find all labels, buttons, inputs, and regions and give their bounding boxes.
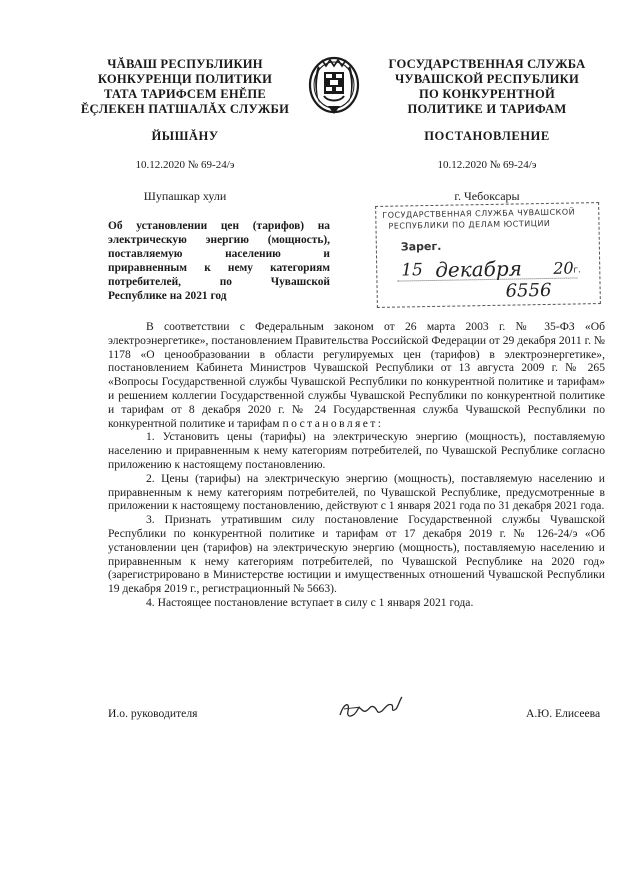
header-left-line: ЧĂВАШ РЕСПУБЛИКИН [107, 57, 263, 71]
header-left-line: ТАТА ТАРИФСЕМ ЕНĔПЕ [103, 87, 267, 101]
city-right: г. Чебоксары [454, 189, 520, 203]
document-body [108, 320, 605, 610]
header-right-line: ГОСУДАРСТВЕННАЯ СЛУЖБА [388, 57, 586, 71]
stamp-reg-prefix: Зарег. [400, 239, 442, 254]
chuvash-emblem-icon [306, 52, 362, 116]
header-right-line: ПО КОНКУРЕНТНОЙ [419, 87, 555, 101]
header-right-line: ПОЛИТИКЕ И ТАРИФАМ [407, 102, 567, 116]
header-left-line: ĔÇЛЕКЕН ПАТШАЛĂХ СЛУЖБИ [80, 102, 290, 116]
item-paragraph: 3. Признать утратившим силу постановление Государственной службы Чувашской Республики по конкурентной политике и тарифам от 17 декабря 2019 г. № 126-24/э «Об установлении цен (тарифов) на электрическую энергию (мощность), поставляемую населению и приравненным к нему категориям потребителей, по Чувашской Республике на 2020 год» (зарегистрировано в Министерстве юстиции и имущественных отношений Чувашской Республики 19 декабря 2019 г., регистрационный № 5663). [108, 513, 605, 596]
doc-type-left: ЙЫШĂНУ [151, 129, 219, 143]
subject-line: потребителей, по Чувашской [108, 276, 330, 288]
stamp-line: ГОСУДАРСТВЕННАЯ СЛУЖБА ЧУВАШСКОЙ [382, 207, 576, 220]
item-paragraph: 1. Установить цены (тарифы) на электрическую энергию (мощность), поставляемую населению и приравненным к нему категориям потребителей, по Чувашской Республике согласно приложению к настоящему постановлению. [108, 430, 605, 471]
subject-line: поставляемую населению и [108, 248, 330, 260]
preamble-paragraph [108, 320, 605, 430]
date-number-left: 10.12.2020 № 69-24/э [135, 159, 235, 171]
stamp-year-suffix: г. [573, 265, 581, 276]
doc-type-right: ПОСТАНОВЛЕНИЕ [424, 129, 550, 143]
stamp-day: 15 [401, 260, 424, 281]
document-subject [108, 219, 330, 303]
stamp-year: 20 [553, 258, 574, 278]
header-right-line: ЧУВАШСКОЙ РЕСПУБЛИКИ [394, 72, 579, 86]
subject-line: Об установлении цен (тарифов) на [108, 220, 330, 232]
subject-line: электрическую энергию (мощность), [108, 234, 330, 246]
stamp-line: РЕСПУБЛИКИ ПО ДЕЛАМ ЮСТИЦИИ [388, 218, 551, 231]
signatory-name: А.Ю. Елисеева [526, 707, 601, 720]
item-paragraph: 4. Настоящее постановление вступает в силу с 1 января 2021 года. [146, 595, 474, 609]
header-left-line: КОНКУРЕНЦИ ПОЛИТИКИ [97, 72, 273, 86]
stamp-number: 6556 [505, 279, 552, 302]
subject-line: приравненным к нему категориям [108, 262, 330, 274]
signatory-position: И.о. руководителя [108, 707, 198, 720]
registration-stamp [375, 202, 601, 308]
stamp-month: декабря [435, 256, 523, 282]
date-number-right: 10.12.2020 № 69-24/э [437, 159, 537, 171]
city-left: Шупашкар хули [143, 189, 227, 203]
preamble-text: В соответствии с Федеральным законом от 26 марта 2003 г. № 35-ФЗ «Об электроэнергетике», постановлением Правительства Российской Федерации от 29 декабря 2011 г. № 1178 «О ценообразовании в области регулируемых цен (тарифов) в электроэнергетике», постановлением Кабинета Министров Чувашской Республики от 13 августа 2009 г. № 265 «Вопросы Государственной службы Чувашской Республики по конкурентной политике и тарифам» и решением коллегии Государственной службы Чувашской Республики по конкурентной политике и тарифам от 8 декабря 2020 г. № 24 Государственная служба Чувашской Республики по конкурентной политике и тарифам [108, 320, 605, 430]
resolves-text: постановляет: [282, 416, 384, 430]
header-right [372, 57, 602, 117]
header-left [70, 57, 300, 117]
item-paragraph: 2. Цены (тарифы) на электрическую энергию (мощность), поставляемую населению и приравненным к нему категориям потребителей, по Чувашской Республике, предусмотренные в приложении к настоящему постановлению, действуют с 1 января 2021 года по 31 декабря 2021 года. [108, 471, 605, 513]
subject-line: Республике на 2021 год [108, 290, 227, 302]
handwritten-signature [336, 693, 406, 723]
